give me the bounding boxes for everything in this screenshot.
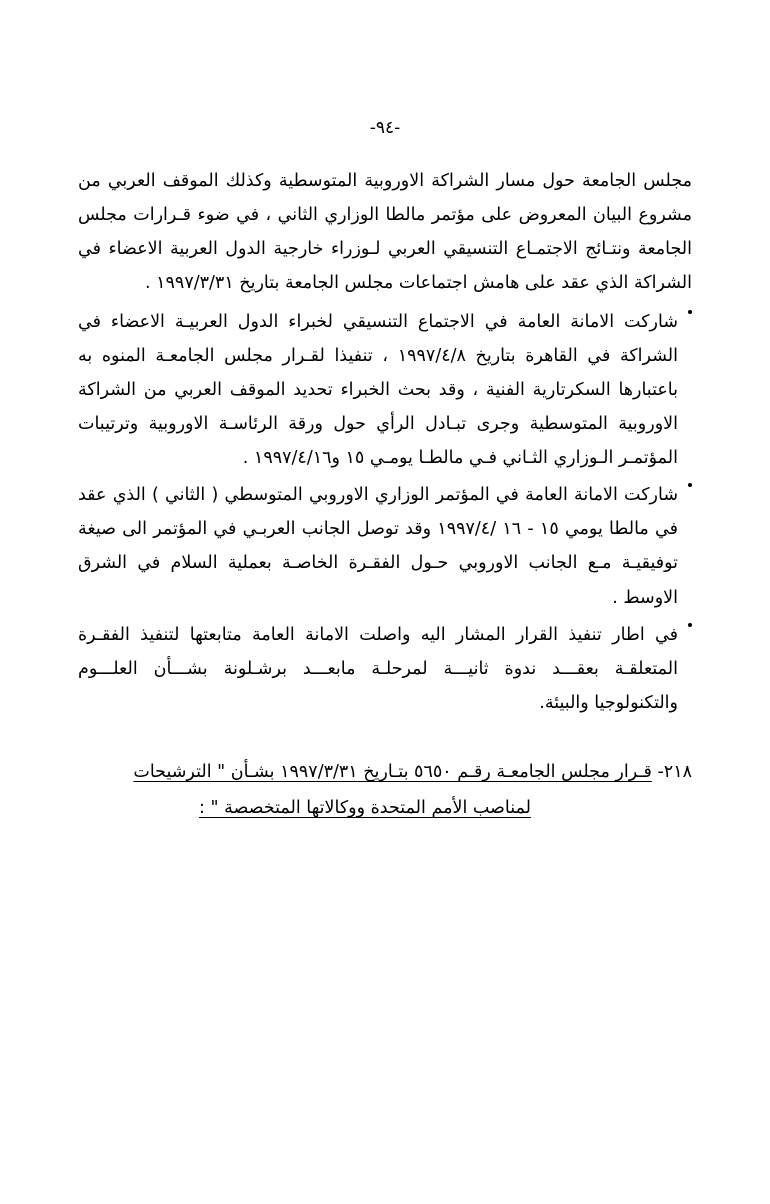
bullet-dot-icon	[688, 623, 692, 627]
list-item	[78, 478, 692, 615]
list-item-text: في اطار تنفيذ القرار المشار اليه واصلت الامانة العامة متابعتها لتنفيذ الفقـرة المتعلقـة بعقـــد ندوة ثانيـــة لمرحلـة مابعـــد برشـلونة بشـــأن العلـــوم والتكنولوجيا والبيئة.	[78, 624, 678, 713]
intro-paragraph: مجلس الجامعة حول مسار الشراكة الاوروبية المتوسطية وكذلك الموقف العربي من مشروع البيان المعروض على مؤتمر مالطا الوزاري الثاني ، في ضوء قـرارات مجلس الجامعة ونتـائج الاجتمـاع التنسيقي العربي لـوزراء خارجية الدول العربية الاعضاء في الشراكة الذي عقد على هامش اجتماعات مجلس الجامعة بتاريخ ١٩٩٧/٣/٣١ .	[78, 171, 692, 294]
document-body	[0, 164, 770, 825]
document-page	[0, 118, 770, 1204]
list-item	[78, 618, 692, 720]
resolution-number: ٢١٨-	[657, 762, 692, 782]
section-spacer	[78, 723, 692, 749]
list-item-text: شاركت الامانة العامة في الاجتماع التنسيقي لخبراء الدول العربيـة الاعضاء في الشراكة في القاهرة بتاريخ ١٩٩٧/٤/٨ ، تنفيذا لقـرار مجلس الجامعـة المنوه به باعتبارها السكرتارية الفنية ، وقد بحث الخبراء تحديد الموقف العربي من الشراكة الاوروبية المتوسطية وجرى تبـادل الرأي حول ورقة الرئاسـة الاوروبية وترتيبات المؤتمـر الـوزاري الثـاني فـي مالطـا يومـي ١٥ و١٩٩٧/٤/١٦ .	[78, 311, 678, 468]
resolution-heading	[78, 755, 692, 825]
list-item	[78, 305, 692, 476]
resolution-subtitle: لمناصب الأمم المتحدة ووكالاتها المتخصصة " :	[199, 798, 531, 819]
resolution-title: قـرار مجلس الجامعـة رقـم ٥٦٥٠ بتـاريخ ١٩٩٧/٣/٣١ بشـأن " الترشيحات	[133, 762, 652, 782]
list-item-text: شاركت الامانة العامة في المؤتمر الوزاري الاوروبي المتوسطي ( الثاني ) الذي عقد في مالطا يومي ١٥ - ١٦ /١٩٩٧/٤ وقد توصل الجانب العربـي في المؤتمر الى صيغة توفيقيـة مـع الجانب الاوروبي حـول الفقـرة الخاصـة بعملية السلام في الشرق الاوسط .	[78, 485, 678, 608]
page-number: -٩٤-	[369, 118, 401, 138]
bullet-dot-icon	[688, 483, 692, 487]
bullet-dot-icon	[688, 310, 692, 314]
